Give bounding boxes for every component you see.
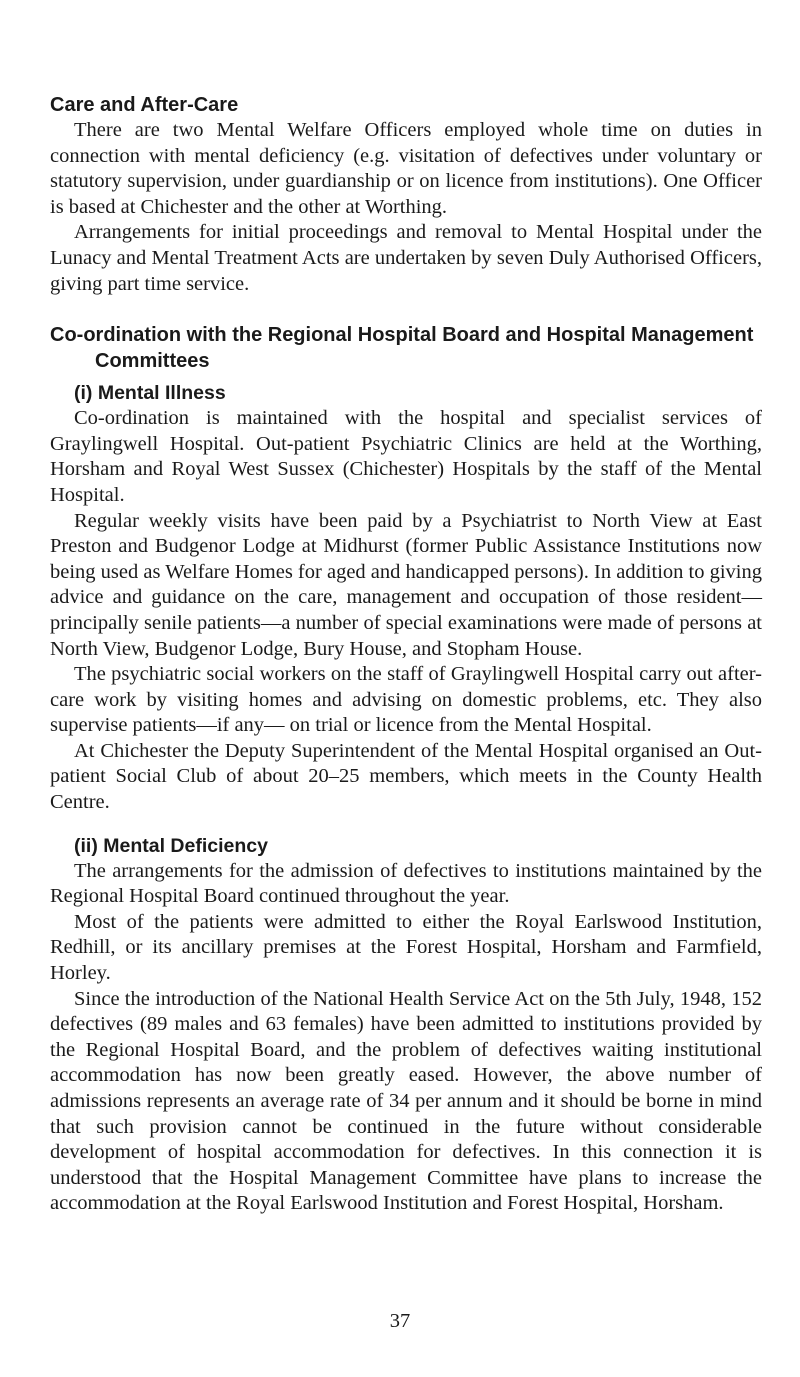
paragraph: Since the introduction of the National Health Service Act on the 5th July, 1948, 152 defectives (89 males and 63 females) have been admitted to institutions provided by the Regional Hospital Board, and the problem of defectives waiting institutional accommodation has now been greatly eased. However, the above number of admissions represents an average rate of 34 per annum and it should be borne in mind that such provision cannot be continued in the future without considerable development of hospital accommodation for defectives. In this connection it is understood that the Hospital Management Committee have plans to increase the accommodation at the Royal Earlswood Institution and Forest Hospital, Horsham.	[50, 987, 762, 1215]
section-co-ordination	[50, 322, 762, 1217]
section-care-and-after-care	[50, 92, 762, 297]
section-heading: Care and After-Care	[50, 94, 239, 116]
paragraph: The arrangements for the admission of defectives to institutions maintained by the Regional Hospital Board continued throughout the year.	[50, 859, 762, 908]
paragraph: Regular weekly visits have been paid by a Psychiatrist to North View at East Preston and Budgenor Lodge at Midhurst (former Public Assistance Institutions now being used as Welfare Homes for aged and handicapped persons). In addition to giving advice and guidance on the care, management and occupation of those resident—principally senile patients—a number of special examinations were made of persons at North View, Budgenor Lodge, Bury House, and Stopham House.	[50, 509, 762, 660]
paragraph: Most of the patients were admitted to either the Royal Earlswood Institution, Redhill, or its ancillary premises at the Forest Hospital, Horsham and Farmfield, Horley.	[50, 910, 762, 985]
subsection-mental-deficiency	[50, 833, 762, 1217]
paragraph: Co-ordination is maintained with the hospital and specialist services of Graylingwell Hospital. Out-patient Psychiatric Clinics are held at the Worthing, Horsham and Royal West Sussex (Chichester) Hospitals by the staff of the Mental Hospital.	[50, 407, 762, 506]
section-heading: Co-ordination with the Regional Hospital Board and Hospital Management Committees	[50, 324, 754, 373]
document-page	[50, 92, 762, 1217]
subsection-heading: (ii) Mental Deficiency	[74, 834, 268, 857]
subsection-heading: (i) Mental Illness	[74, 382, 226, 405]
subsection-mental-illness	[50, 380, 762, 816]
page-number: 37	[389, 1310, 411, 1332]
paragraph: There are two Mental Welfare Officers employed whole time on duties in connection with mental deficiency (e.g. visitation of defectives under voluntary or statutory supervision, under guardianship or on licence from institutions). One Officer is based at Chichester and the other at Worthing.	[50, 119, 762, 218]
paragraph: Arrangements for initial proceedings and removal to Mental Hospital under the Lunacy and Mental Treatment Acts are undertaken by seven Duly Authorised Officers, giving part time service.	[50, 221, 762, 295]
paragraph: The psychiatric social workers on the staff of Graylingwell Hospital carry out after-care work by visiting homes and advising on domestic problems, etc. They also supervise patients—if any— on trial or licence from the Mental Hospital.	[50, 663, 762, 737]
paragraph: At Chichester the Deputy Superintendent of the Mental Hospital organised an Out-patient Social Club of about 20–25 members, which meets in the County Health Centre.	[50, 739, 762, 814]
